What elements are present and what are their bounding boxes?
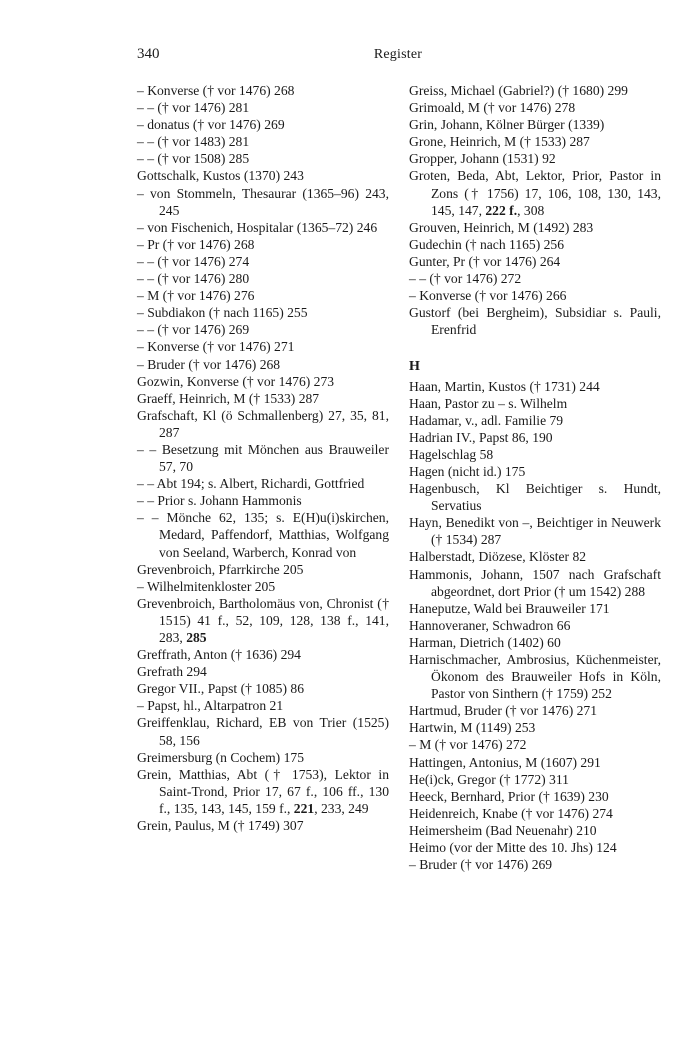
- index-entry: Gunter, Pr († vor 1476) 264: [409, 253, 561, 269]
- index-entry: Heidenreich, Knabe († vor 1476) 274: [409, 805, 613, 821]
- index-entry: – – († vor 1508) 285: [137, 151, 250, 167]
- index-entry: – – Abt 194; s. Albert, Richardi, Gottfried: [137, 476, 365, 492]
- index-entry: Grafschaft, Kl (ö Schmallenberg) 27, 35, 81, 287: [137, 407, 389, 440]
- index-entry: – Papst, hl., Altarpatron 21: [137, 698, 284, 714]
- index-entry: Gottschalk, Kustos (1370) 243: [137, 168, 304, 184]
- index-entry: – Konverse († vor 1476) 266: [409, 288, 567, 304]
- index-entry: – – Besetzung mit Mönchen aus Brauweiler 57, 70: [137, 441, 389, 475]
- index-entry: Hayn, Benedikt von –, Beichtiger in Neuwerk († 1534) 287: [409, 515, 661, 548]
- page-number: 340: [137, 46, 160, 62]
- index-entry-grein-matthias: [137, 766, 389, 817]
- index-entry-grevenbroich: [137, 595, 389, 646]
- entry-text-tail: , 308: [517, 202, 545, 218]
- index-entry: Haan, Martin, Kustos († 1731) 244: [409, 378, 600, 394]
- index-entry: Greffrath, Anton († 1636) 294: [137, 647, 301, 663]
- index-entry: – Bruder († vor 1476) 269: [409, 857, 553, 873]
- index-entry: – – († vor 1476) 269: [137, 322, 250, 338]
- index-entry: – von Stommeln, Thesaurar (1365–96) 243, 245: [137, 185, 389, 218]
- index-entry: – Subdiakon († nach 1165) 255: [137, 305, 308, 321]
- index-entry: Hadrian IV., Papst 86, 190: [409, 429, 553, 445]
- index-entry: – – († vor 1476) 274: [137, 253, 250, 269]
- index-column-right: [409, 82, 661, 873]
- index-entry: Greiffenklau, Richard, EB von Trier (1525) 58, 156: [137, 715, 389, 748]
- section-letter-heading: H: [409, 359, 420, 375]
- entry-text: Grevenbroich, Bartholomäus von, Chronist († 1515) 41 f., 52, 109, 128, 138 f., 141, 283,: [137, 595, 389, 645]
- index-entry: Haneputze, Wald bei Brauweiler 171: [409, 600, 610, 616]
- index-entry: Hagelschlag 58: [409, 446, 494, 462]
- index-entry: Hagenbusch, Kl Beichtiger s. Hundt, Servatius: [409, 481, 661, 514]
- bold-page-ref: 222 f.: [485, 202, 518, 218]
- index-entry: Heimersheim (Bad Neuenahr) 210: [409, 822, 597, 838]
- index-entry: Heeck, Bernhard, Prior († 1639) 230: [409, 788, 609, 804]
- index-entry: – Konverse († vor 1476) 268: [137, 83, 295, 98]
- index-entry: – M († vor 1476) 272: [409, 737, 527, 753]
- index-entry: Grin, Johann, Kölner Bürger (1339): [409, 117, 605, 133]
- index-entry: – donatus († vor 1476) 269: [137, 117, 285, 133]
- index-entry: Gropper, Johann (1531) 92: [409, 151, 556, 167]
- index-entry: – – († vor 1476) 272: [409, 271, 522, 287]
- index-entry: Hadamar, v., adl. Familie 79: [409, 412, 564, 428]
- index-entry: Haan, Pastor zu – s. Wilhelm: [409, 395, 568, 411]
- index-entry: – von Fischenich, Hospitalar (1365–72) 246: [137, 219, 378, 235]
- index-entry: Grone, Heinrich, M († 1533) 287: [409, 134, 590, 150]
- bold-page-ref: 285: [186, 630, 207, 645]
- index-entry: Hagen (nicht id.) 175: [409, 463, 526, 479]
- index-entry: Gozwin, Konverse († vor 1476) 273: [137, 373, 335, 389]
- entry-text-tail: , 233, 249: [314, 800, 369, 816]
- index-entry: Harman, Dietrich (1402) 60: [409, 634, 561, 650]
- index-entry: – – († vor 1476) 280: [137, 271, 250, 287]
- index-entry: Heimo (vor der Mitte des 10. Jhs) 124: [409, 840, 617, 856]
- index-entry: Grouven, Heinrich, M (1492) 283: [409, 219, 594, 235]
- index-entry: Harnischmacher, Ambrosius, Küchenmeister, Ökonom des Brauweiler Hofs in Köln, Pastor von Sinthern († 1759) 252: [409, 652, 661, 702]
- index-entry: – – († vor 1476) 281: [137, 100, 250, 116]
- index-entry: – Bruder († vor 1476) 268: [137, 356, 281, 372]
- index-entry: Gudechin († nach 1165) 256: [409, 236, 565, 252]
- index-entry: Hartwin, M (1149) 253: [409, 720, 536, 736]
- index-entry: Hannoveraner, Schwadron 66: [409, 617, 571, 633]
- index-entry: Grefrath 294: [137, 664, 207, 680]
- index-entry: Graeff, Heinrich, M († 1533) 287: [137, 390, 320, 406]
- entry-text: Grein, Matthias, Abt († 1753), Lektor in Saint-Trond, Prior 17, 67 f., 106 ff., 130 f., 135, 143, 145, 159 f.,: [137, 766, 389, 816]
- index-entry: Grimoald, M († vor 1476) 278: [409, 100, 576, 116]
- index-entry: Greiss, Michael (Gabriel?) († 1680) 299: [409, 83, 628, 98]
- index-column-left: [137, 82, 389, 834]
- index-entry: Gregor VII., Papst († 1085) 86: [137, 681, 305, 697]
- index-entry: – Pr († vor 1476) 268: [137, 236, 255, 252]
- index-entry: – – Mönche 62, 135; s. E(H)u(i)skirchen, Medard, Paffendorf, Matthias, Wolfgang von Seeland, Warberch, Konrad von: [137, 510, 389, 560]
- index-entry: – – Prior s. Johann Hammonis: [137, 493, 302, 509]
- index-entry: Hartmud, Bruder († vor 1476) 271: [409, 703, 598, 719]
- index-entry: Greimersburg (n Cochem) 175: [137, 749, 304, 765]
- index-entry: – M († vor 1476) 276: [137, 288, 255, 304]
- bold-page-ref: 221: [293, 800, 315, 816]
- index-entry: He(i)ck, Gregor († 1772) 311: [409, 771, 569, 787]
- index-entry: – Konverse († vor 1476) 271: [137, 339, 295, 355]
- index-entry: Hattingen, Antonius, M (1607) 291: [409, 754, 601, 770]
- index-entry: Grein, Paulus, M († 1749) 307: [137, 818, 304, 834]
- index-entry: Grevenbroich, Pfarrkirche 205: [137, 561, 304, 577]
- index-entry: – – († vor 1483) 281: [137, 134, 250, 150]
- index-entry: Hammonis, Johann, 1507 nach Grafschaft abgeordnet, dort Prior († um 1542) 288: [409, 566, 661, 599]
- index-entry-groten: [409, 167, 661, 218]
- running-head: Register: [373, 47, 423, 62]
- index-entry: – Wilhelmitenkloster 205: [137, 578, 276, 594]
- index-entry: Gustorf (bei Bergheim), Subsidiar s. Pauli, Erenfrid: [409, 305, 661, 338]
- index-entry: Halberstadt, Diözese, Klöster 82: [409, 549, 587, 565]
- entry-text: Groten, Beda, Abt, Lektor, Prior, Pastor in Zons († 1756) 17, 106, 108, 130, 143, 145, 147,: [409, 168, 661, 218]
